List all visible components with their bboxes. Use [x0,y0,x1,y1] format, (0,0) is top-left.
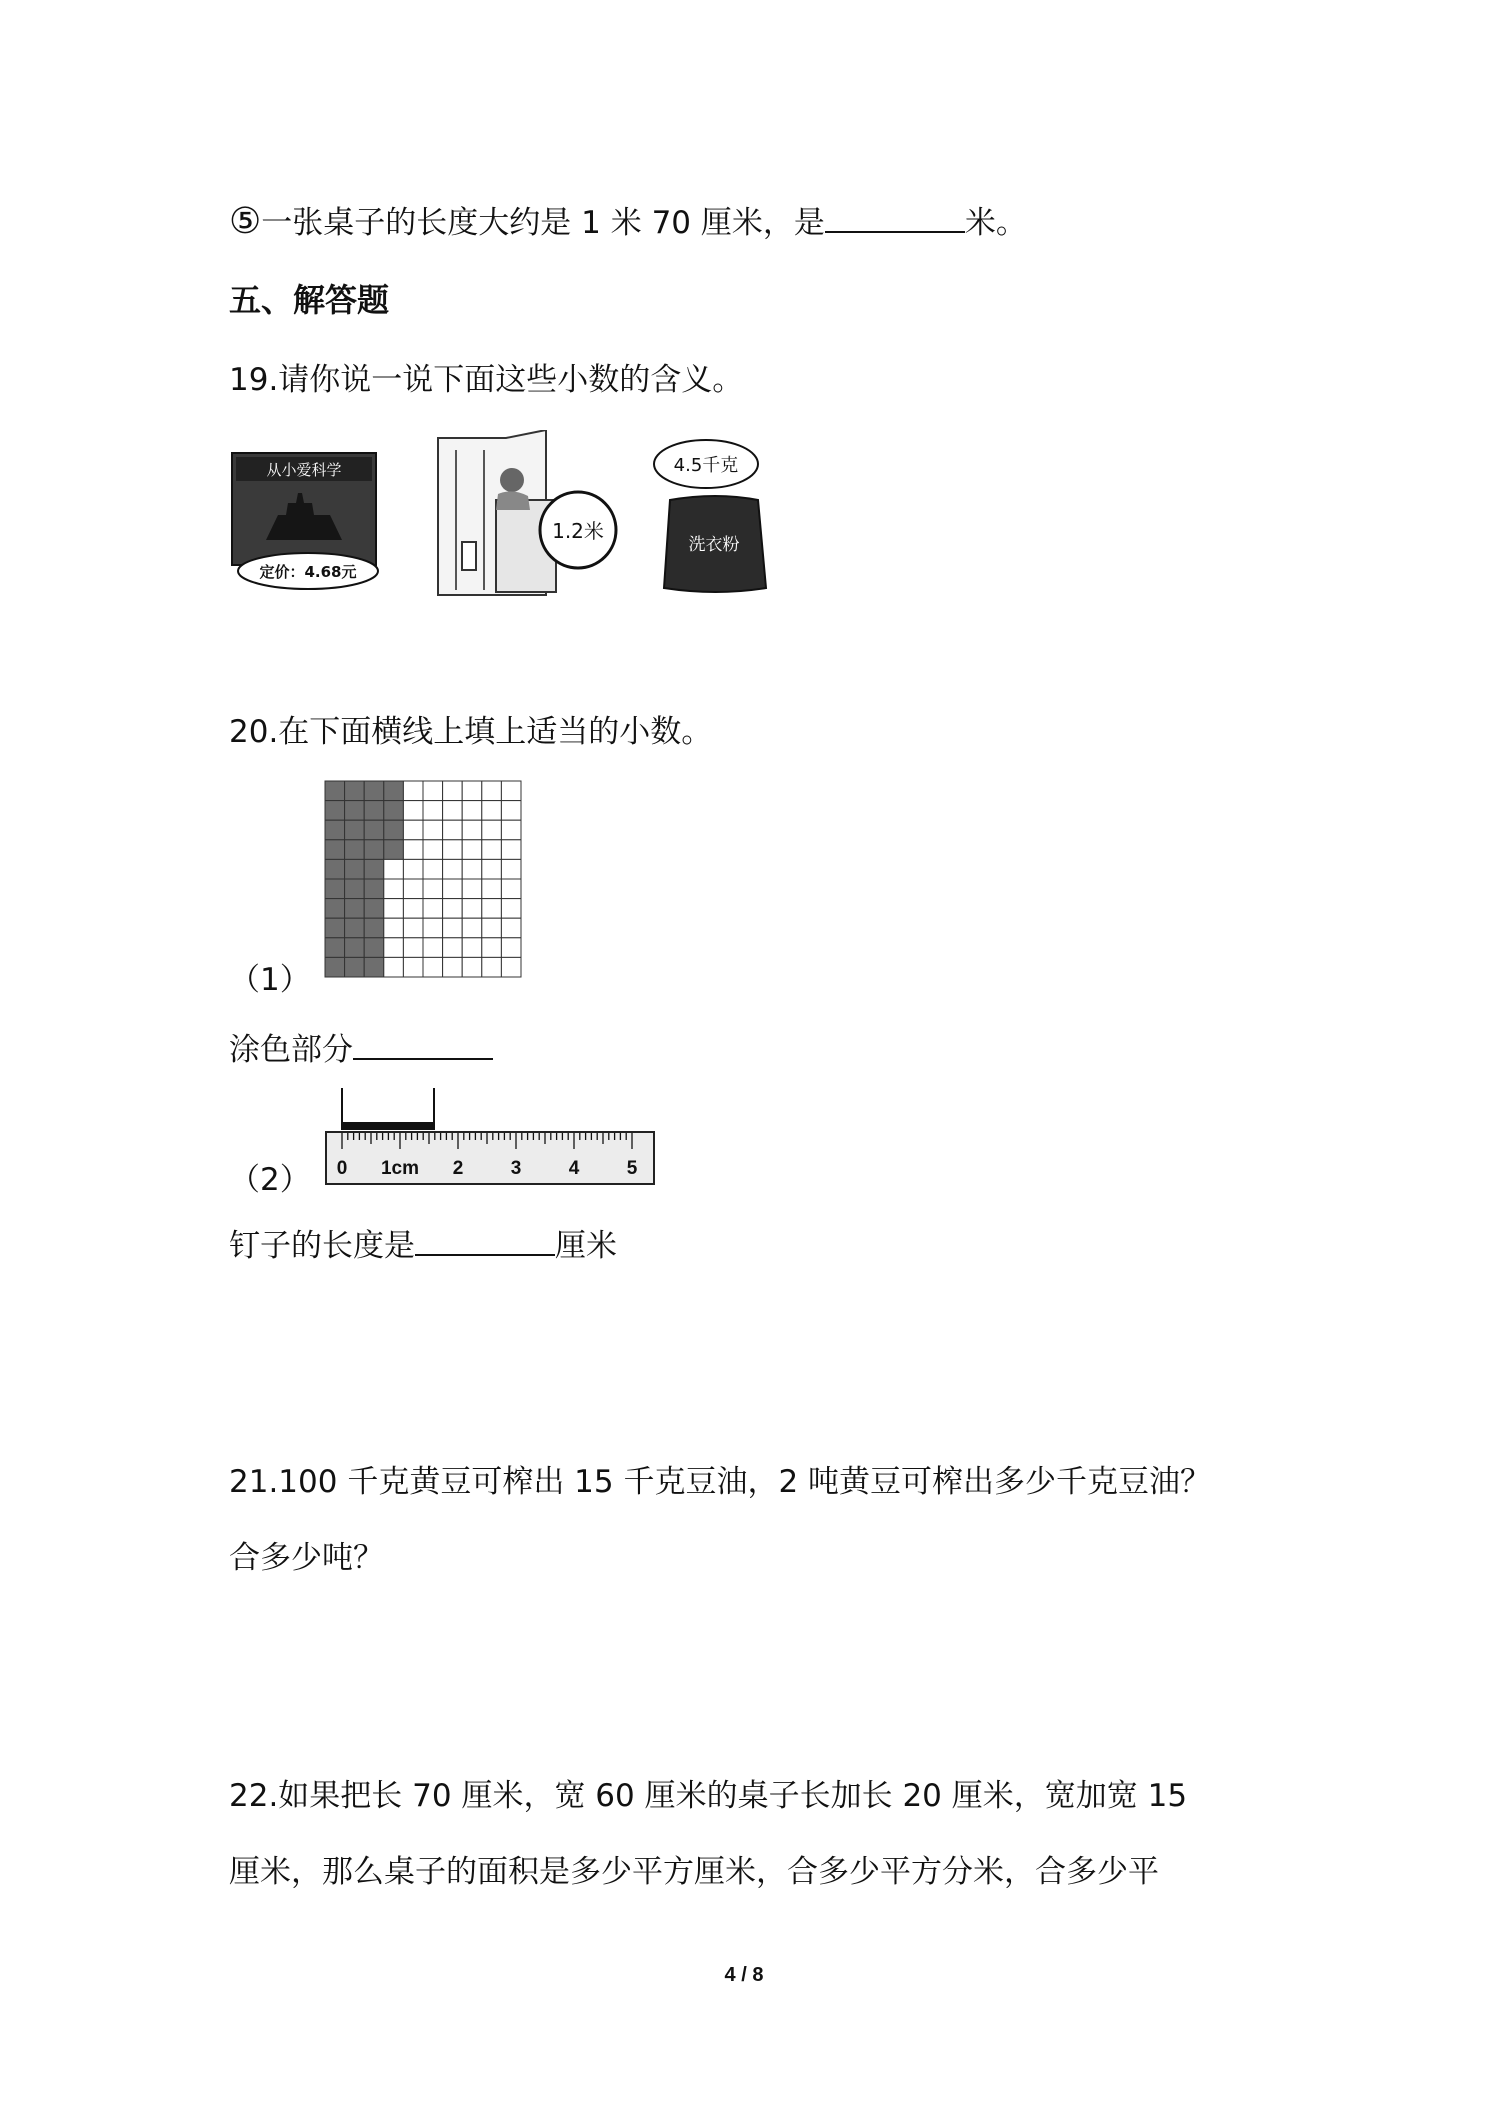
ruler-tick-label: 0 [336,1158,348,1179]
grid-cell [462,820,482,840]
grid-cell [501,781,521,801]
grid-cell-shaded [325,801,345,821]
q5-item-line [229,201,1027,243]
grid-cell [462,879,482,899]
page-number: 4 / 8 [724,1964,764,1986]
part2-answer-line [229,1224,617,1266]
grid-cell [423,820,443,840]
grid-cell [443,879,463,899]
grid-cell [403,938,423,958]
grid-cell [443,859,463,879]
grid-cell [482,938,502,958]
grid-cell [501,938,521,958]
grid-cell [403,899,423,919]
grid-cell [482,801,502,821]
grid-cell-shaded [325,859,345,879]
bag-weight: 4.5千克 [673,455,739,476]
ruler-tick-label: 1cm [380,1158,420,1179]
grid-cell-shaded [364,918,384,938]
ruler-tick-label: 5 [626,1158,638,1179]
grid-cell [501,859,521,879]
grid-cell [443,820,463,840]
grid-cell-shaded [364,820,384,840]
grid-cell [462,899,482,919]
ruler-tick-label: 3 [510,1158,522,1179]
grid-cell [462,801,482,821]
grid-cell-shaded [345,859,365,879]
grid-cell [384,957,404,977]
grid-cell-shaded [325,957,345,977]
height-measure-image [436,430,626,600]
grid-cell-shaded [384,820,404,840]
grid-cell [403,820,423,840]
grid-cell [443,840,463,860]
grid-cell [443,957,463,977]
grid-cell-shaded [345,781,365,801]
grid-cell [482,859,502,879]
grid-cell [403,859,423,879]
grid-cell-shaded [345,879,365,899]
grid-cell [403,957,423,977]
grid-cell [384,879,404,899]
grid-cell-shaded [364,781,384,801]
part1-answer-line [229,1028,493,1070]
grid-cell-shaded [325,899,345,919]
grid-cell [443,938,463,958]
grid-cell-shaded [345,899,365,919]
grid-cell [403,801,423,821]
grid-cell [501,957,521,977]
grid-cell [482,840,502,860]
grid-cell [423,879,443,899]
part2-answer-blank[interactable] [415,1224,555,1256]
grid-cell-shaded [325,781,345,801]
grid-cell [384,918,404,938]
grid-cell-shaded [345,957,365,977]
grid-cell [384,938,404,958]
part2-answer-prefix: 钉子的长度是 [229,1228,415,1264]
q22-line2: 厘米，那么桌子的面积是多少平方厘米，合多少平方分米，合多少平 [229,1854,1159,1890]
grid-cell-shaded [364,859,384,879]
part2-answer-suffix: 厘米 [555,1228,617,1264]
grid-cell [423,918,443,938]
bag-label: 洗衣粉 [688,535,740,555]
grid-cell-shaded [384,801,404,821]
grid-cell [482,879,502,899]
grid-cell-shaded [325,879,345,899]
q22-line1: 22.如果把长 70 厘米，宽 60 厘米的桌子长加长 20 厘米，宽加宽 15 [229,1778,1188,1814]
grid-cell-shaded [345,840,365,860]
grid-cell [403,781,423,801]
part1-answer-blank[interactable] [353,1028,493,1060]
grid-cell-shaded [364,801,384,821]
ruler-tick-label: 4 [568,1158,580,1179]
grid-cell-shaded [325,840,345,860]
q21-line1: 21.100 千克黄豆可榨出 15 千克豆油，2 吨黄豆可榨出多少千克豆油？ [229,1464,1212,1500]
ruler-tick-label: 2 [452,1158,464,1179]
part1-label: （1） [229,962,311,998]
ruler-with-nail [322,1084,658,1188]
q20-prompt: 20.在下面横线上填上适当的小数。 [229,714,713,750]
grid-cell [423,859,443,879]
grid-cell [482,918,502,938]
grid-cell [443,918,463,938]
part1-answer-prefix: 涂色部分 [229,1032,353,1068]
grid-cell [501,899,521,919]
grid-cell [384,899,404,919]
grid-cell [482,820,502,840]
grid-cell-shaded [345,918,365,938]
grid-cell-shaded [325,938,345,958]
grid-cell [462,781,482,801]
height-label: 1.2米 [552,519,604,543]
q5-marker: ⑤ [229,201,262,242]
grid-cell-shaded [364,938,384,958]
grid-cell-shaded [384,781,404,801]
grid-cell [462,918,482,938]
grid-cell [403,918,423,938]
grid-cell [482,957,502,977]
grid-cell-shaded [345,820,365,840]
book-image [226,445,386,593]
grid-cell [443,801,463,821]
grid-cell [423,840,443,860]
grid-cell-shaded [384,840,404,860]
section-heading: 五、解答题 [229,281,390,319]
detergent-bag-image [646,438,782,598]
grid-cell [462,859,482,879]
grid-cell-shaded [325,918,345,938]
q5-text-after: 米。 [964,205,1027,241]
book-title: 从小爱科学 [266,461,342,479]
grid-cell [482,899,502,919]
grid-cell [501,820,521,840]
grid-cell [423,957,443,977]
hundred-grid [324,780,522,978]
q5-text-before: 一张桌子的长度大约是 1 米 70 厘米，是 [261,205,825,241]
grid-cell-shaded [364,840,384,860]
q19-prompt: 19.请你说一说下面这些小数的含义。 [229,362,744,398]
grid-cell [423,781,443,801]
grid-cell-shaded [364,899,384,919]
grid-cell [423,801,443,821]
book-price: 定价：4.68元 [259,563,357,581]
grid-cell [403,879,423,899]
grid-cell [403,840,423,860]
grid-cell [501,918,521,938]
grid-cell [501,879,521,899]
grid-cell [384,859,404,879]
grid-cell [501,801,521,821]
grid-cell-shaded [325,820,345,840]
grid-cell [501,840,521,860]
grid-cell-shaded [364,957,384,977]
q21-line2: 合多少吨？ [229,1540,384,1576]
grid-cell [423,899,443,919]
q5-answer-blank[interactable] [825,201,965,233]
grid-cell [462,840,482,860]
grid-cell [462,938,482,958]
grid-cell-shaded [345,938,365,958]
grid-cell [443,781,463,801]
grid-cell-shaded [345,801,365,821]
grid-cell [462,957,482,977]
grid-cell [443,899,463,919]
part2-label: （2） [229,1162,311,1198]
grid-cell-shaded [364,879,384,899]
grid-cell [482,781,502,801]
grid-cell [423,938,443,958]
